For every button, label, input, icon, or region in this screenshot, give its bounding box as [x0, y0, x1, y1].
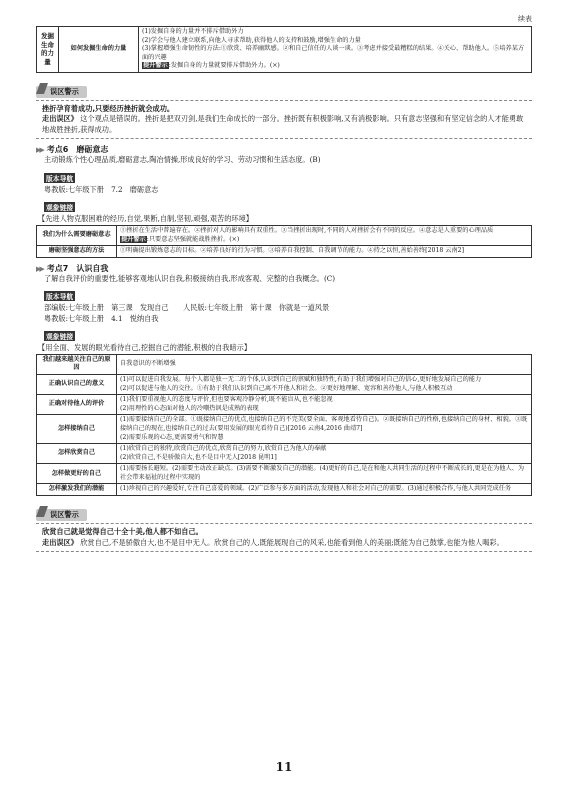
- row-head: 怎样接纳自己: [37, 415, 117, 444]
- section-description: 了解自我评价的重要性,能够客观地认识自我,积极接纳自我,形成客观、完整的自我概念。(C): [44, 273, 336, 283]
- tip-text: :只要意志坚强就能战胜挫折。(×): [146, 235, 240, 243]
- misconception-box-2: [36, 502, 532, 552]
- misconception-statement: 欣赏自己就是觉得自己十全十美,他人都不如自己。: [42, 527, 203, 537]
- version-nav-text: 粤教版:七年级下册 7.2 磨砺意志: [44, 184, 159, 194]
- row-content: [117, 374, 532, 394]
- page-number: 11: [275, 760, 293, 774]
- row-content: [117, 484, 532, 496]
- version-nav-tag: 版本导航: [46, 174, 74, 183]
- content-line: (1)发掘自身的力量并不排斥借助外力: [142, 28, 244, 35]
- row-head: 正确认识自己的意义: [37, 374, 117, 394]
- table-row: [37, 374, 532, 394]
- content-line: (2)需要乐观的心态,更需要勇气和智慧: [120, 433, 224, 441]
- tip-tag: 提升警示: [121, 235, 146, 243]
- self-awareness-table: [36, 354, 532, 496]
- table-row: [37, 225, 532, 245]
- explanation-text: 这个观点是错误的。挫折是把双刃剑,是我们生命成长的一部分。挫折既有积极影响,又有消极影响。只有意志坚强和有坚定信念的人才能勇敢地战胜挫折,获得成功。: [42, 114, 524, 134]
- table-row: [37, 444, 532, 464]
- content-line: (1)我们要重视他人的态度与评价,但也要客观冷静分析,既不能盲从,也不能忽视: [120, 396, 333, 404]
- content-line: (2)可以促进与他人的交往。①有助于我们认识到自己离不开他人和社会。②更好地理解、宽容和善待他人,与他人积极互动: [120, 384, 453, 392]
- phenomenon-link-tag: 观象链接: [46, 333, 74, 342]
- table-cell-content: [139, 27, 532, 73]
- content-line: (1)珍视自己的兴趣爱好,专注自己喜爱的领域。(2)广泛参与多方面的活动,发现他人和社会对自己的需要。(3)通过积极合作,与他人共同完成任务: [120, 485, 512, 493]
- misconception-explanation: [42, 538, 526, 549]
- version-nav-text: 部编版:七年级上册 第三课 发现自己 人民版:七年级上册 第十课 你就是一道风景: [44, 303, 330, 313]
- content-line: (1)需要接纳自己的全部。①既接纳自己的优点,也接纳自己的不完美(要全面、客观地看待自己)。②既接纳自己的性格,也接纳自己的身材、相貌。③既接纳自己的现在,也接纳自己的过去(要用发展的眼光看待自己)[2016 云南4,2016 曲靖7]: [120, 416, 528, 432]
- willpower-table: [36, 225, 532, 258]
- tip-line: [142, 62, 528, 71]
- row-content: [117, 464, 532, 484]
- life-power-table: [36, 26, 532, 73]
- phenomenon-link-text: 【先进人物克服困难的经历,自觉,果断,自制,坚韧,顽强,艰苦的环境】: [38, 214, 253, 224]
- row-content: [117, 395, 532, 415]
- misconception-statement: 挫折孕育着成功,只要经历挫折就会成功。: [42, 103, 175, 113]
- table-row: [37, 395, 532, 415]
- phenomenon-link-text: 【用全面、发展的眼光看待自己,挖掘自己的潜能,积极的自我暗示】: [38, 343, 252, 353]
- content-line: ①挫折在生活中普遍存在。②挫折对人的影响具有双重性。③当挫折出现时,不同的人对挫折会有不同的反应。④意志是人重要的心理品质: [120, 226, 494, 234]
- tip-line: [120, 236, 528, 245]
- content-line: (1)需要扬长避短。(2)需要主动改正缺点。(3)需要不断激发自己的潜能。(4)更好的自己,是在和他人共同生活的过程中不断成长的,更是在为他人、为社会带来福祉的过程中实现的: [120, 465, 525, 481]
- content-line: (2)学会与他人建立联系,向他人寻求帮助,获得他人的支持和鼓励,增强生命的力量: [142, 36, 361, 44]
- row-head: 怎样激发我们的潜能: [37, 484, 117, 496]
- row-head: 怎样欣赏自己: [37, 444, 117, 464]
- row-head: 正确对待他人的评价: [37, 395, 117, 415]
- phenomenon-link-tag: 观象链接: [46, 204, 74, 213]
- arrow-icon: ▶▶: [36, 146, 43, 155]
- table-row: [37, 484, 532, 496]
- row-head: 我们越来越关注自己的原因: [37, 354, 117, 374]
- tip-tag: 提升警示: [143, 62, 168, 70]
- row-content: [117, 225, 532, 245]
- row-content: [117, 444, 532, 464]
- content-line: 自我意识的不断增强: [120, 360, 176, 368]
- row-head: 我们为什么需要磨砺意志: [37, 225, 117, 245]
- page: [36, 14, 532, 552]
- misconception-body: [36, 100, 532, 140]
- misconception-tab: 误区警示: [36, 86, 87, 98]
- misconception-explanation: [42, 114, 526, 135]
- content-line: (1)欣赏自己的独特,欣赏自己的优点,欣赏自己的努力,欣赏自己为他人的奉献: [120, 445, 327, 453]
- table-head-question: 如何发掘生命的力量: [59, 27, 139, 73]
- misconception-body: [36, 523, 532, 552]
- row-head: 磨砺坚强意志的方法: [37, 246, 117, 258]
- explanation-text: 欣赏自己,不是骄傲自大,也不是目中无人。欣赏自己的人,既能展现自己的风采,也能看到他人的美丽;既能为自己鼓掌,也能为他人喝彩。: [77, 537, 504, 547]
- row-content: [117, 354, 532, 374]
- content-line: ①明确提出锻炼意志的目标。②培养良好的行为习惯。③培养自我控制、自我调节的能力。④持之以恒,善始善终[2018 云南2]: [120, 247, 465, 255]
- tip-text: :发掘自身的力量就要排斥借助外力。(×): [168, 62, 280, 70]
- content-line: (1)可以促进自我发展。每个人都是独一无二的个体,认识到自己的禀赋和独特性,有助于我们增强对自己的信心,更好地发展自己的能力: [120, 375, 482, 383]
- section-title: 考点7 认识自我: [46, 263, 109, 273]
- table-row: [37, 27, 532, 73]
- continued-label: 续表: [518, 15, 532, 23]
- misconception-box-1: [36, 79, 532, 140]
- section-title: 考点6 磨砺意志: [46, 145, 109, 155]
- row-head: 怎样做更好的自己: [37, 464, 117, 484]
- row-content: [117, 415, 532, 444]
- section-heading-6: [36, 144, 532, 155]
- table-row: [37, 354, 532, 374]
- content-line: (3)掌握增强生命韧性的方法:①欣赏、培养幽默感。②和自己信任的人谈一谈。③考虑并接受最糟糕的结果。④关心、帮助他人。⑤培养某方面的兴趣: [142, 45, 525, 61]
- table-head-topic: 发掘生命的力量: [37, 27, 59, 73]
- table-row: [37, 464, 532, 484]
- explanation-label: 走出误区》: [42, 537, 78, 547]
- content-line: (2)用理性的心态面对他人的冷嘲热讽是成熟的表现: [120, 404, 259, 412]
- section-description: 主动锻炼个性心理品质,磨砺意志,陶冶情操,形成良好的学习、劳动习惯和生活态度。(B): [44, 155, 321, 165]
- arrow-icon: ▶▶: [36, 264, 43, 273]
- version-nav-tag: 版本导航: [46, 293, 74, 302]
- explanation-label: 走出误区》: [42, 114, 78, 124]
- version-nav-text: 粤教版:七年级上册 4.1 悦纳自我: [44, 313, 159, 323]
- misconception-tab: 误区警示: [36, 509, 87, 521]
- table-row: [37, 415, 532, 444]
- table-row: [37, 246, 532, 258]
- row-content: [117, 246, 532, 258]
- section-heading-7: [36, 263, 532, 274]
- content-line: (2)欣赏自己,不是骄傲自大,也不是目中无人[2018 昆明1]: [120, 453, 277, 461]
